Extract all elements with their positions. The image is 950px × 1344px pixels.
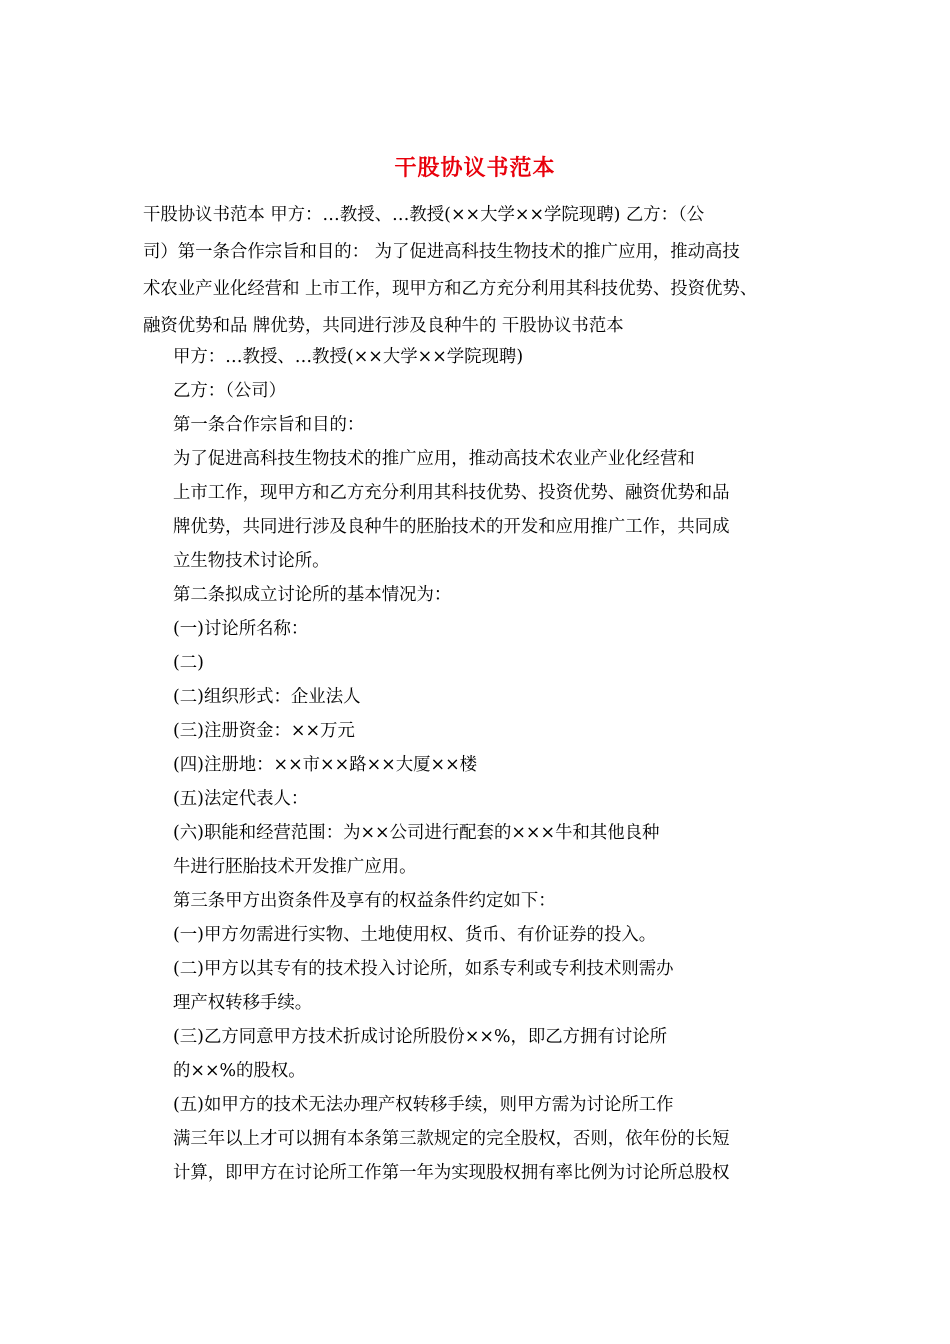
body-line: (一)甲方勿需进行实物、土地使用权、货币、有价证券的投入。 xyxy=(173,925,657,945)
body-line: (二)甲方以其专有的技术投入讨论所，如系专利或专利技术则需办 xyxy=(173,959,674,979)
body-line: 牌优势，共同进行涉及良种牛的胚胎技术的开发和应用推广工作，共同成 xyxy=(173,517,730,537)
body-line: 第三条甲方出资条件及享有的权益条件约定如下： xyxy=(173,891,556,911)
document-title: 干股协议书范本 xyxy=(394,155,556,181)
body-line: 计算，即甲方在讨论所工作第一年为实现股权拥有率比例为讨论所总股权 xyxy=(173,1163,730,1183)
body-line: 的××%的股权。 xyxy=(173,1061,306,1081)
body-line: (一)讨论所名称： xyxy=(173,619,309,639)
body-line: 第二条拟成立讨论所的基本情况为： xyxy=(173,585,452,605)
body-line: 为了促进高科技生物技术的推广应用，推动高技术农业产业化经营和 xyxy=(173,449,695,469)
body-line: 牛进行胚胎技术开发推广应用。 xyxy=(173,857,417,877)
body-line: 乙方：（公司） xyxy=(173,381,287,401)
body-line: (四)注册地：××市××路××大厦××楼 xyxy=(173,755,478,775)
body-line: 第一条合作宗旨和目的： xyxy=(173,415,365,435)
body-line: (三)注册资金：××万元 xyxy=(173,721,355,741)
body-line: 立生物技术讨论所。 xyxy=(173,551,330,571)
body-line: 理产权转移手续。 xyxy=(173,993,313,1013)
body-line: (五)法定代表人： xyxy=(173,789,309,809)
body-line: (五)如甲方的技术无法办理产权转移手续，则甲方需为讨论所工作 xyxy=(173,1095,674,1115)
body-line: (二) xyxy=(173,653,204,673)
body-line: 甲方：…教授、…教授(××大学××学院现聘) xyxy=(173,347,524,367)
body-line: (二)组织形式：企业法人 xyxy=(173,687,361,707)
body-line: 满三年以上才可以拥有本条第三款规定的完全股权，否则，依年份的长短 xyxy=(173,1129,730,1149)
body-line: 上市工作，现甲方和乙方充分利用其科技优势、投资优势、融资优势和品 xyxy=(173,483,730,503)
intro-line: 干股协议书范本 甲方：…教授、…教授(××大学××学院现聘) 乙方：（公 xyxy=(143,205,705,225)
intro-line: 融资优势和品 牌优势，共同进行涉及良种牛的 干股协议书范本 xyxy=(143,316,624,336)
body-line: (三)乙方同意甲方技术折成讨论所股份××%，即乙方拥有讨论所 xyxy=(173,1027,668,1047)
intro-paragraph xyxy=(143,197,823,345)
intro-line: 司）第一条合作宗旨和目的： 为了促进高科技生物技术的推广应用，推动高技 xyxy=(143,242,740,262)
body-text xyxy=(173,340,823,1190)
body-line: (六)职能和经营范围：为××公司进行配套的×××牛和其他良种 xyxy=(173,823,660,843)
intro-line: 术农业产业化经营和 上市工作，现甲方和乙方充分利用其科技优势、投资优势、 xyxy=(143,279,758,299)
